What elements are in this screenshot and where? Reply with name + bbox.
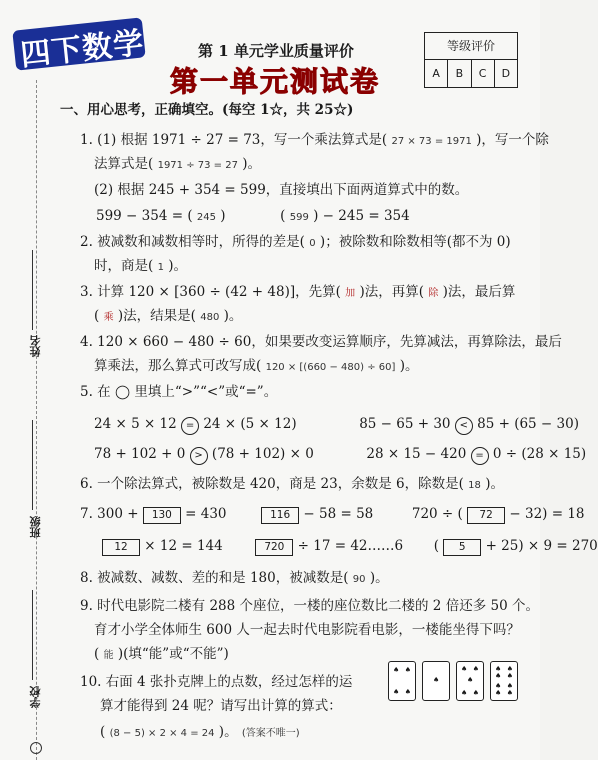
question-text: )法，再算( — [359, 284, 425, 300]
question-text: ( — [94, 308, 100, 324]
expression: (78 + 102) × 0 — [211, 446, 314, 462]
expression: − 58 = 58 — [303, 506, 374, 522]
answer-blank[interactable]: 乘 — [103, 312, 114, 323]
grade-option-b[interactable]: B — [448, 60, 471, 87]
question-10-line-2: 算才能得到 24 呢？请写出计算的算式： — [100, 698, 342, 714]
question-1-line-4 — [96, 206, 410, 227]
expression: 720 ÷ ( — [411, 506, 463, 522]
answer-blank[interactable]: 245 — [196, 212, 216, 223]
question-text: ( — [100, 724, 106, 740]
question-text: ( — [280, 208, 286, 224]
class-underline — [32, 420, 33, 510]
question-9-line-1: 9. 时代电影院二楼有 288 个座位，一楼的座位数比二楼的 2 倍还多 50 个。 — [80, 598, 539, 614]
answer-blank[interactable]: 27 × 73 = 1971 — [391, 136, 472, 147]
question-1-part-2: (2) 根据 245 + 354 = 599，直接填出下面两道算式中的数。 — [94, 182, 469, 198]
answer-blank[interactable]: 599 — [289, 212, 309, 223]
question-text: )，写一个除 — [476, 132, 549, 148]
question-3-line-2 — [94, 306, 242, 327]
expression: 85 − 65 + 30 — [359, 416, 451, 432]
school-label: 学校 — [29, 686, 42, 708]
question-text: )。 — [242, 156, 262, 172]
grade-option-a[interactable]: A — [425, 60, 448, 87]
question-4-line-2 — [94, 356, 418, 377]
answer-box[interactable]: 5 — [443, 539, 481, 556]
name-label: 姓名 — [29, 335, 42, 357]
grade-box — [424, 32, 518, 88]
section-heading: 一、用心思考，正确填空。(每空 1☆，共 25☆) — [60, 102, 354, 118]
name-underline — [32, 250, 33, 330]
answer-blank[interactable]: 120 × [(660 − 480) ÷ 60] — [265, 362, 396, 373]
answer-blank[interactable]: (8 − 5) × 2 × 4 = 24 — [109, 728, 215, 739]
binding-strip — [0, 80, 46, 760]
question-4-line-1: 4. 120 × 660 − 480 ÷ 60，如果要改变运算顺序，先算减法，再算除法，最后 — [80, 334, 562, 350]
answer-blank[interactable]: 1 — [157, 262, 164, 273]
expression: 85 + (65 − 30) — [477, 416, 579, 432]
question-text: )。 — [218, 724, 238, 740]
question-text: )(填“能”或“不能”) — [117, 646, 229, 662]
question-7-row-1 — [80, 504, 585, 525]
question-text: 8. 被减数、减数、差的和是 180，被减数是( — [80, 570, 349, 586]
grade-options — [425, 60, 517, 87]
question-text: )。 — [369, 570, 389, 586]
expression: = 430 — [185, 506, 227, 522]
answer-box[interactable]: 720 — [255, 539, 293, 556]
compare-circle[interactable]: = — [181, 417, 199, 435]
playing-card-icon: ♠ ♠ ♠ ♠ ♠ ♠ ♠ ♠ — [490, 661, 518, 701]
question-text: 599 − 354 = ( — [96, 208, 193, 224]
compare-circle[interactable]: > — [190, 447, 208, 465]
question-5-title: 5. 在 ◯ 里填上“>”“<”或“=”。 — [80, 384, 278, 400]
answer-blank[interactable]: 加 — [345, 288, 356, 299]
expression: 7. 300 + — [80, 506, 139, 522]
expression: + 25) × 9 = 270 — [485, 538, 598, 554]
expression: − 32) = 18 — [509, 506, 585, 522]
question-text: 法算式是( — [94, 156, 154, 172]
playing-card-icon: ♠ ♠ ♠ ♠ ♠ — [456, 661, 484, 701]
question-text: 1. (1) 根据 1971 ÷ 27 = 73，写一个乘法算式是( — [80, 132, 388, 148]
playing-card-icon: ♠ — [422, 661, 450, 701]
answer-box[interactable]: 72 — [467, 507, 505, 524]
question-10-line-1: 10. 右面 4 张扑克牌上的点数，经过怎样的运 — [80, 674, 353, 690]
question-text: 3. 计算 120 × [360 ÷ (42 + 48)]，先算( — [80, 284, 341, 300]
school-underline — [32, 590, 33, 680]
answer-blank[interactable]: 0 — [309, 238, 316, 249]
question-text: 2. 被减数和减数相等时，所得的差是( — [80, 234, 305, 250]
question-text: )；被除数和除数相等(都不为 0) — [319, 234, 511, 250]
question-2-line-1 — [80, 232, 511, 253]
question-9-line-3 — [94, 644, 229, 665]
expression: ( — [433, 538, 439, 554]
question-1-line-1 — [80, 130, 549, 151]
answer-box[interactable]: 116 — [261, 507, 299, 524]
question-5-row-2 — [94, 444, 586, 465]
question-text: )法，结果是( — [117, 308, 196, 324]
answer-blank[interactable]: 1971 ÷ 73 = 27 — [157, 160, 238, 171]
question-text: )。 — [168, 258, 188, 274]
question-2-line-2 — [94, 256, 187, 277]
question-text: ( — [94, 646, 100, 662]
question-text: ) − 245 = 354 — [313, 208, 410, 224]
question-text: )。 — [399, 358, 419, 374]
question-text: ) — [220, 208, 226, 224]
grade-option-c[interactable]: C — [472, 60, 495, 87]
playing-cards — [388, 661, 518, 701]
answer-note: (答案不唯一) — [241, 728, 300, 739]
question-7-row-2 — [102, 536, 598, 557]
question-1-line-2 — [94, 154, 261, 175]
class-label: 班级 — [29, 516, 42, 538]
exam-title: 第一单元测试卷 — [170, 65, 381, 98]
question-9-line-2: 育才小学全体师生 600 人一起去时代电影院看电影，一楼能坐得下吗？ — [94, 622, 520, 638]
question-3-line-1 — [80, 282, 515, 303]
grade-box-title: 等级评价 — [425, 33, 517, 60]
expression: 28 × 15 − 420 — [366, 446, 467, 462]
page-corner-icon — [30, 742, 42, 754]
answer-box[interactable]: 130 — [143, 507, 181, 524]
expression: × 12 = 144 — [144, 538, 223, 554]
fold-line — [36, 80, 37, 760]
expression: ÷ 17 = 42……6 — [297, 538, 404, 554]
compare-circle[interactable]: = — [471, 447, 489, 465]
answer-blank[interactable]: 18 — [468, 480, 481, 491]
expression: 24 × 5 × 12 — [94, 416, 177, 432]
question-5-row-1 — [94, 414, 579, 435]
answer-blank[interactable]: 能 — [103, 650, 114, 661]
exam-subtitle: 第 1 单元学业质量评价 — [198, 42, 354, 60]
compare-circle[interactable]: < — [455, 417, 473, 435]
expression: 24 × (5 × 12) — [203, 416, 297, 432]
answer-blank[interactable]: 除 — [428, 288, 439, 299]
grade-option-d[interactable]: D — [501, 67, 511, 80]
expression: 78 + 102 + 0 — [94, 446, 186, 462]
question-text: )法，最后算 — [442, 284, 516, 300]
question-10-line-3 — [100, 722, 300, 743]
brand-logo: 四下数学 — [18, 25, 146, 74]
answer-box[interactable]: 12 — [102, 539, 140, 556]
question-text: )。 — [485, 476, 504, 492]
playing-card-icon: ♠ ♠ ♠ ♠ — [388, 661, 416, 701]
question-text: )。 — [223, 308, 243, 324]
expression: 0 ÷ (28 × 15) — [492, 446, 587, 462]
answer-blank[interactable]: 480 — [200, 312, 220, 323]
question-text: 6. 一个除法算式，被除数是 420，商是 23，余数是 6，除数是( — [80, 476, 464, 492]
question-text: 算乘法，那么算式可改写成( — [94, 358, 262, 374]
question-text: 时，商是( — [94, 258, 154, 274]
question-8 — [80, 568, 389, 589]
question-6 — [80, 474, 504, 495]
answer-blank[interactable]: 90 — [352, 574, 366, 585]
